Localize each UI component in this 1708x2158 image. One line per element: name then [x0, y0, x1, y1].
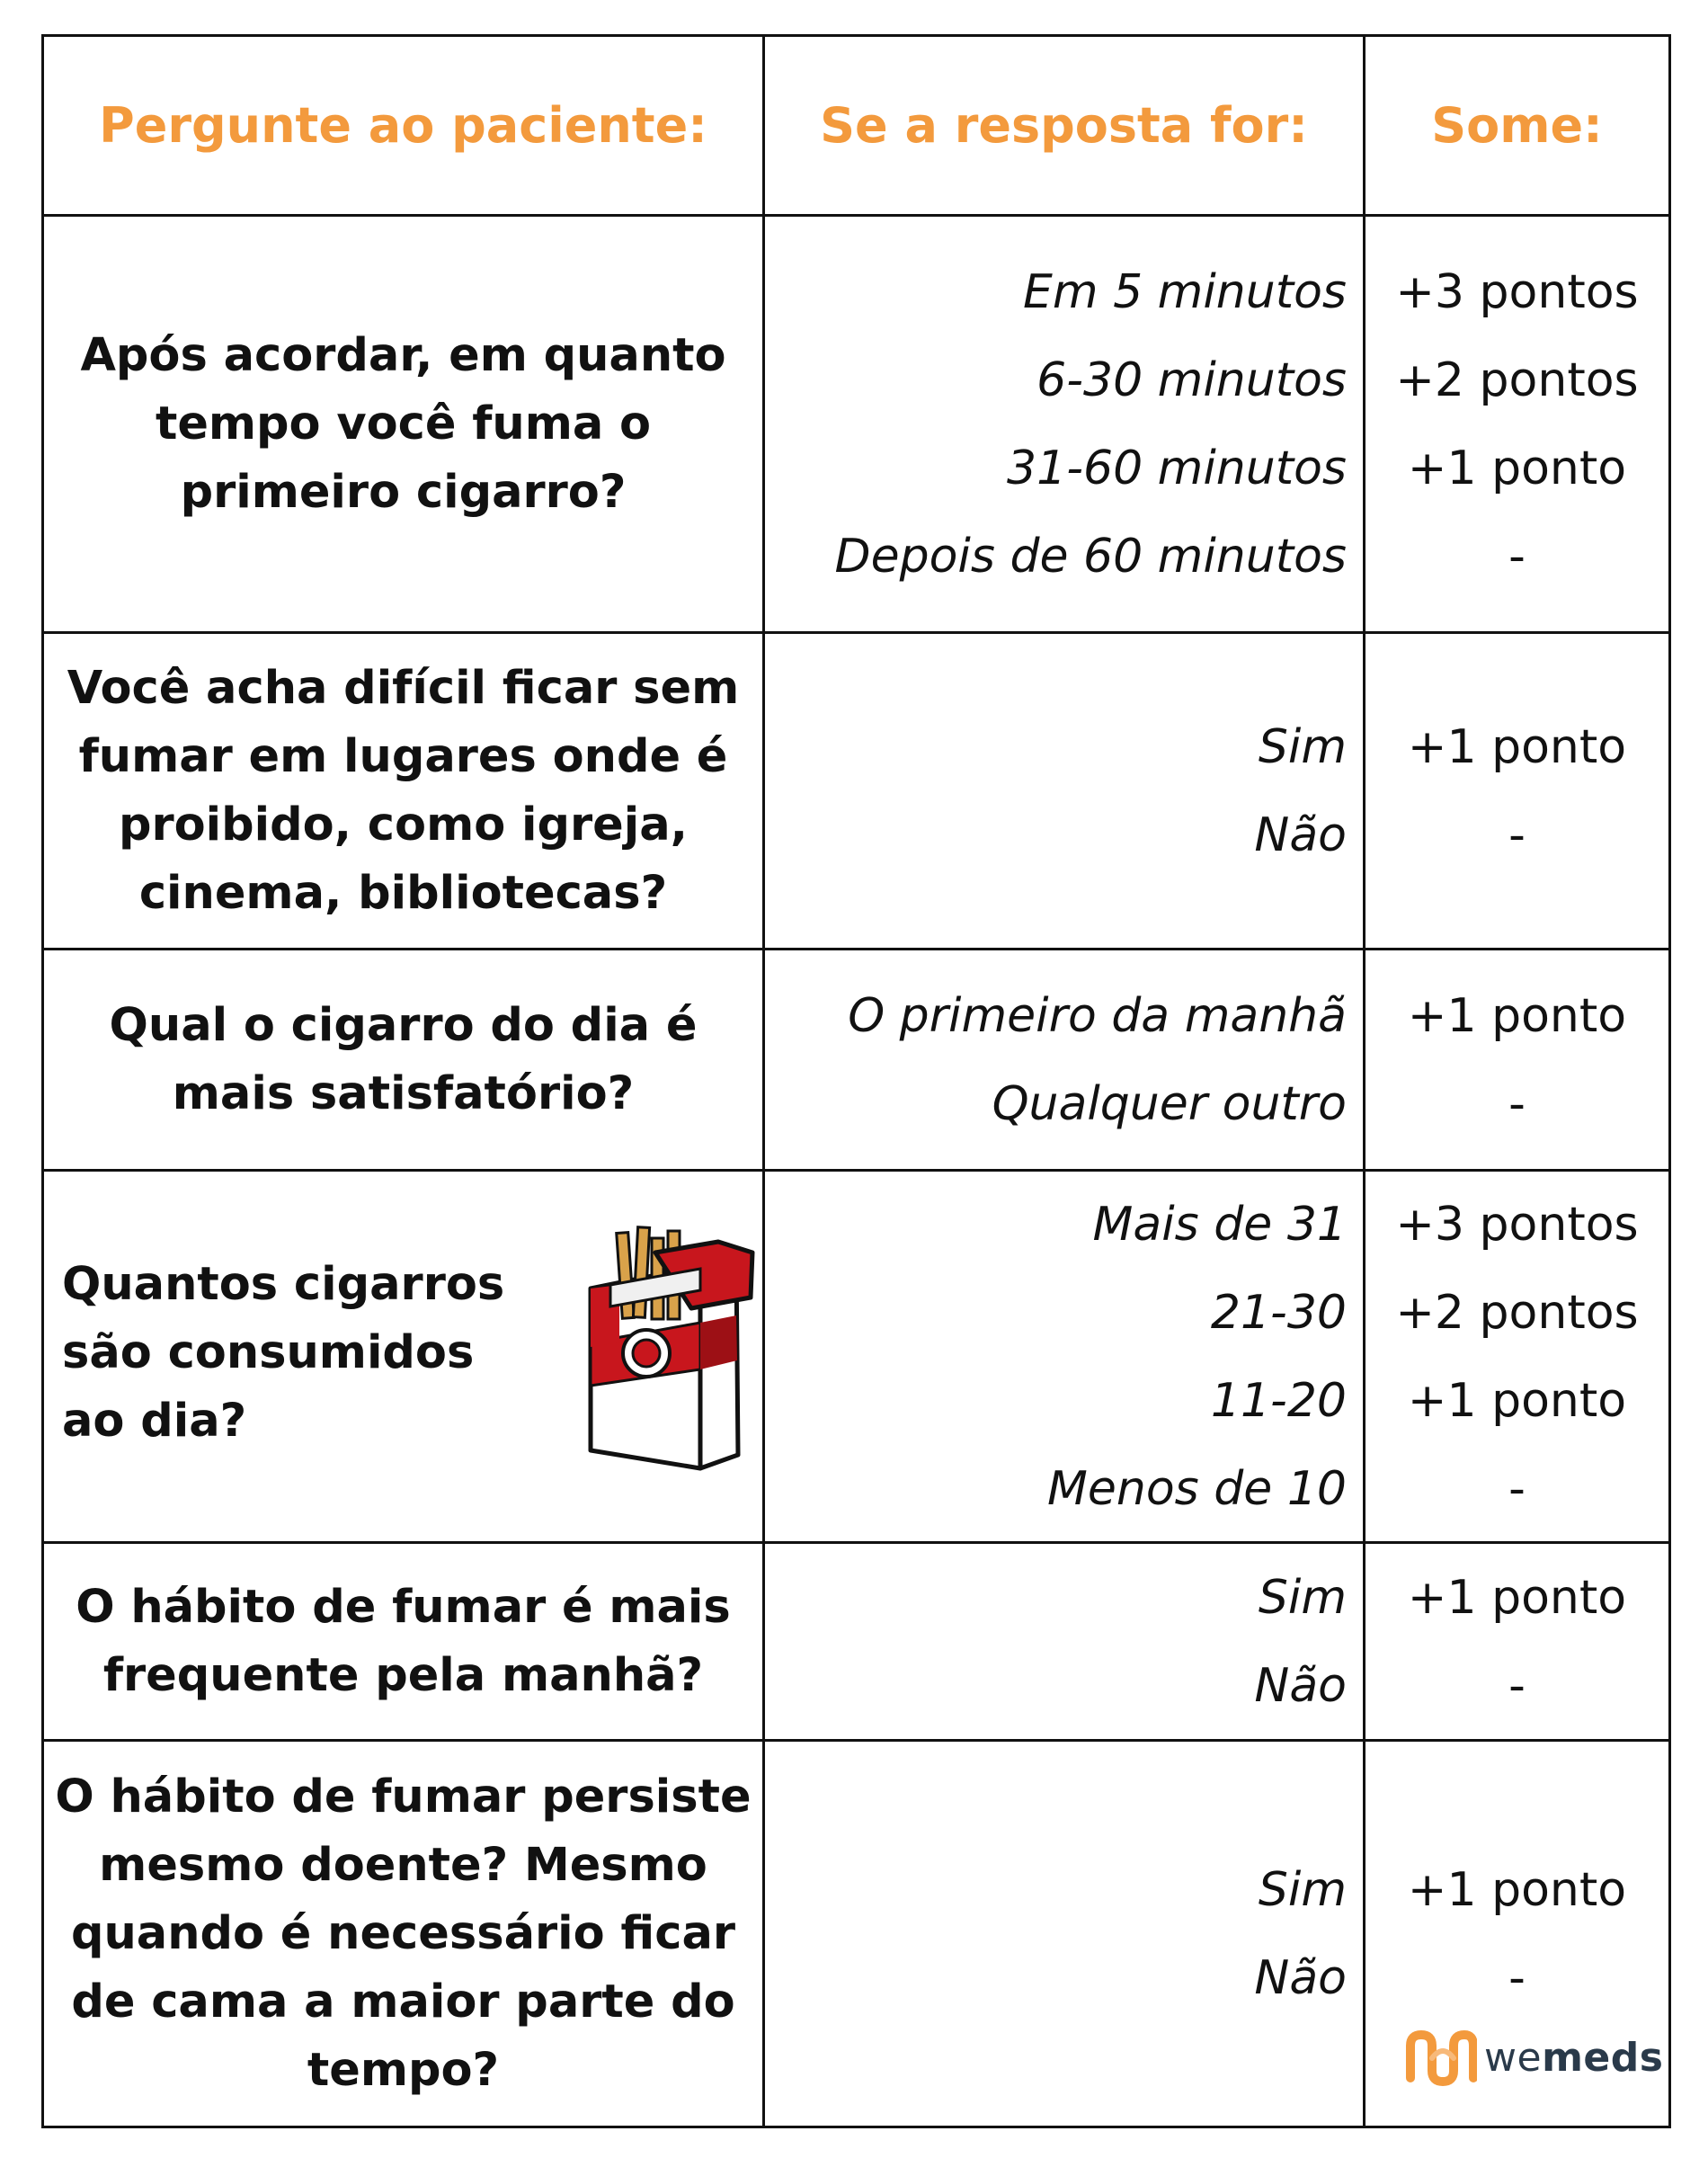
points-value: +1 ponto [1407, 1570, 1627, 1625]
table-row [43, 1543, 1670, 1741]
points-value: - [1508, 1950, 1526, 2005]
points-cell [1365, 1741, 1670, 2127]
table-row [43, 1171, 1670, 1543]
answer-option: Mais de 31 [1092, 1197, 1347, 1252]
points-cell [1365, 1543, 1670, 1741]
question-line: ao dia? [62, 1395, 247, 1448]
points-value: - [1508, 807, 1526, 862]
answer-option: 6-30 minutos [1036, 352, 1347, 407]
answer-option: Sim [1258, 1862, 1347, 1917]
logo-suffix: meds [1542, 2035, 1664, 2081]
points-cell [1365, 1171, 1670, 1543]
question-cell: O hábito de fumar persiste mesmo doente? Mesmo quando é necessário ficar de cama a maior parte do tempo? [43, 1741, 764, 2127]
answer-option: Depois de 60 minutos [834, 529, 1347, 584]
points-value: - [1508, 1461, 1526, 1516]
answer-option: O primeiro da manhã [848, 988, 1347, 1043]
answer-option: Não [1254, 1950, 1347, 2005]
points-value: - [1508, 1076, 1526, 1131]
answer-cell [764, 1741, 1365, 2127]
answer-option: Menos de 10 [1047, 1461, 1347, 1516]
answer-cell [764, 1171, 1365, 1543]
points-cell [1365, 216, 1670, 633]
points-value: +1 ponto [1407, 719, 1627, 774]
question-cell: Qual o cigarro do dia é mais satisfatório? [43, 950, 764, 1171]
points-value: +2 pontos [1395, 1285, 1639, 1340]
points-cell [1365, 950, 1670, 1171]
cigarette-pack-icon [583, 1226, 763, 1477]
answer-option: 31-60 minutos [1007, 441, 1347, 495]
question-cell: Você acha difícil ficar sem fumar em lugares onde é proibido, como igreja, cinema, bibliotecas? [43, 633, 764, 950]
table-row [43, 1741, 1670, 2127]
points-value: +2 pontos [1395, 352, 1639, 407]
wemeds-logo [1401, 2014, 1663, 2102]
points-value: +1 ponto [1407, 1373, 1627, 1428]
answer-cell [764, 1543, 1365, 1741]
answer-option: Em 5 minutos [1023, 264, 1347, 319]
answer-option: Sim [1258, 719, 1347, 774]
table-row [43, 950, 1670, 1171]
points-value: +1 ponto [1407, 441, 1627, 495]
points-value: - [1508, 529, 1526, 584]
header-points: Some: [1365, 36, 1670, 216]
fagerstrom-table [41, 34, 1671, 2128]
points-value: - [1508, 1658, 1526, 1713]
table-row [43, 216, 1670, 633]
question-line: Quantos cigarros [62, 1258, 505, 1311]
header-row [43, 36, 1670, 216]
answer-option: Sim [1258, 1570, 1347, 1625]
points-value: +3 pontos [1395, 1197, 1639, 1252]
answer-option: Não [1254, 807, 1347, 862]
question-cell: Após acordar, em quanto tempo você fuma o primeiro cigarro? [43, 216, 764, 633]
question-cell [43, 1171, 764, 1543]
points-value: +3 pontos [1395, 264, 1639, 319]
answer-option: Não [1254, 1658, 1347, 1713]
answer-cell [764, 950, 1365, 1171]
points-value: +1 ponto [1407, 988, 1627, 1043]
wemeds-logo-icon [1401, 2026, 1477, 2091]
answer-option: 11-20 [1210, 1373, 1347, 1428]
answer-option: Qualquer outro [992, 1076, 1347, 1131]
question-text [62, 1251, 504, 1456]
answer-option: 21-30 [1210, 1285, 1347, 1340]
question-line: são consumidos [62, 1326, 475, 1379]
answer-cell [764, 216, 1365, 633]
header-answer: Se a resposta for: [764, 36, 1365, 216]
logo-prefix: we [1484, 2035, 1543, 2081]
table-row [43, 633, 1670, 950]
points-value: +1 ponto [1407, 1862, 1627, 1917]
points-cell [1365, 633, 1670, 950]
header-question: Pergunte ao paciente: [43, 36, 764, 216]
question-cell: O hábito de fumar é mais frequente pela manhã? [43, 1543, 764, 1741]
logo-text [1484, 2014, 1663, 2102]
answer-cell [764, 633, 1365, 950]
